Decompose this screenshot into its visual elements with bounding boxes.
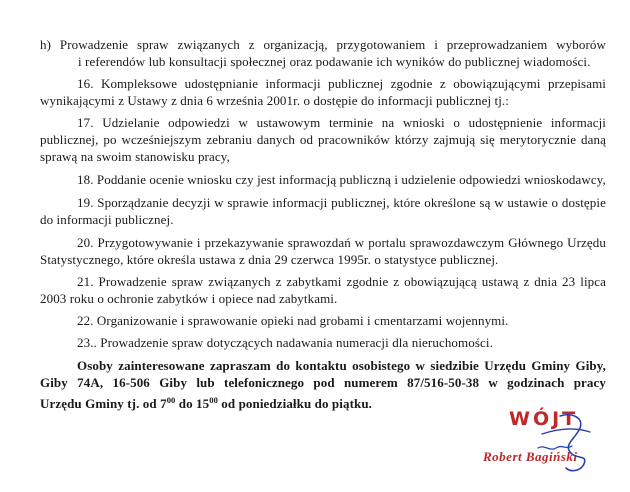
closing-line-1: Osoby zainteresowane zapraszam do kontaktu osobistego w siedzibie Urzędu Gminy Giby, bbox=[77, 358, 606, 373]
closing-line-3 bbox=[40, 392, 372, 412]
paragraph-16-line-2: wynikającymi z Ustawy z dnia 6 września 2001r. o dostępie do informacji publicznej tj.: bbox=[40, 93, 509, 108]
paragraph-22-line-1: 22. Organizowanie i sprawowanie opieki nad grobami i cmentarzami wojennymi. bbox=[77, 313, 509, 328]
paragraph-19-line-1: 19. Sporządzanie decyzji w sprawie informacji publicznej, które określone są w ustawie o dostępie bbox=[77, 195, 606, 210]
hours-to-superscript: 00 bbox=[209, 395, 218, 405]
paragraph-20-line-2: Statystycznego, które określa ustawa z dnia 29 czerwca 1995r. o statystyce publicznej. bbox=[40, 252, 499, 267]
paragraph-19-line-2: do informacji publicznej. bbox=[40, 212, 174, 227]
paragraph-h-line-1: h) Prowadzenie spraw związanych z organizacją, przygotowaniem i przeprowadzaniem wyborów bbox=[40, 37, 606, 52]
paragraph-17-line-3: sprawą na swoim stanowisku pracy, bbox=[40, 149, 230, 164]
closing-line-2: Giby 74A, 16-506 Giby lub telefonicznego pod numerem 87/516-50-38 w godzinach pracy bbox=[40, 375, 606, 390]
paragraph-h-line-2: i referendów lub konsultacji społecznej oraz podawanie ich wyników do publicznej wiadomości. bbox=[78, 54, 591, 69]
paragraph-17-line-1: 17. Udzielanie odpowiedzi w ustawowym terminie na wnioski o udostępnienie informacji bbox=[77, 115, 606, 130]
paragraph-18-line-1: 18. Poddanie ocenie wniosku czy jest informacją publiczną i udzielenie odpowiedzi wnioskodawcy, bbox=[77, 172, 606, 187]
seal-title: WÓJT bbox=[509, 408, 579, 430]
closing-line-3-mid: do 15 bbox=[175, 396, 210, 411]
paragraph-17-line-2: publicznej, po wcześniejszym zebraniu danych od pracowników którzy zajmują się merytorycznie daną bbox=[40, 132, 606, 147]
seal-name: Robert Bagiński bbox=[483, 449, 578, 464]
paragraph-21-line-2: 2003 roku o ochronie zabytków i opiece nad zabytkami. bbox=[40, 291, 338, 306]
paragraph-16-line-1: 16. Kompleksowe udostępnianie informacji publicznej zgodnie z obowiązującymi przepisami bbox=[77, 76, 606, 91]
hours-from-superscript: 00 bbox=[166, 395, 176, 405]
closing-line-3-prefix: Urzędu Gminy tj. od 7 bbox=[40, 396, 167, 411]
closing-line-3-suffix: od poniedziałku do piątku. bbox=[217, 396, 373, 411]
paragraph-20-line-1: 20. Przygotowywanie i przekazywanie sprawozdań w portalu sprawozdawczym Głównego Urzędu bbox=[77, 235, 606, 250]
handwritten-signature bbox=[480, 408, 610, 478]
paragraph-23-line-1: 23.. Prowadzenie spraw dotyczących nadawania numeracji dla nieruchomości. bbox=[77, 335, 493, 350]
paragraph-21-line-1: 21. Prowadzenie spraw związanych z zabytkami zgodnie z obowiązującą ustawą z dnia 23 lipca bbox=[77, 274, 606, 289]
